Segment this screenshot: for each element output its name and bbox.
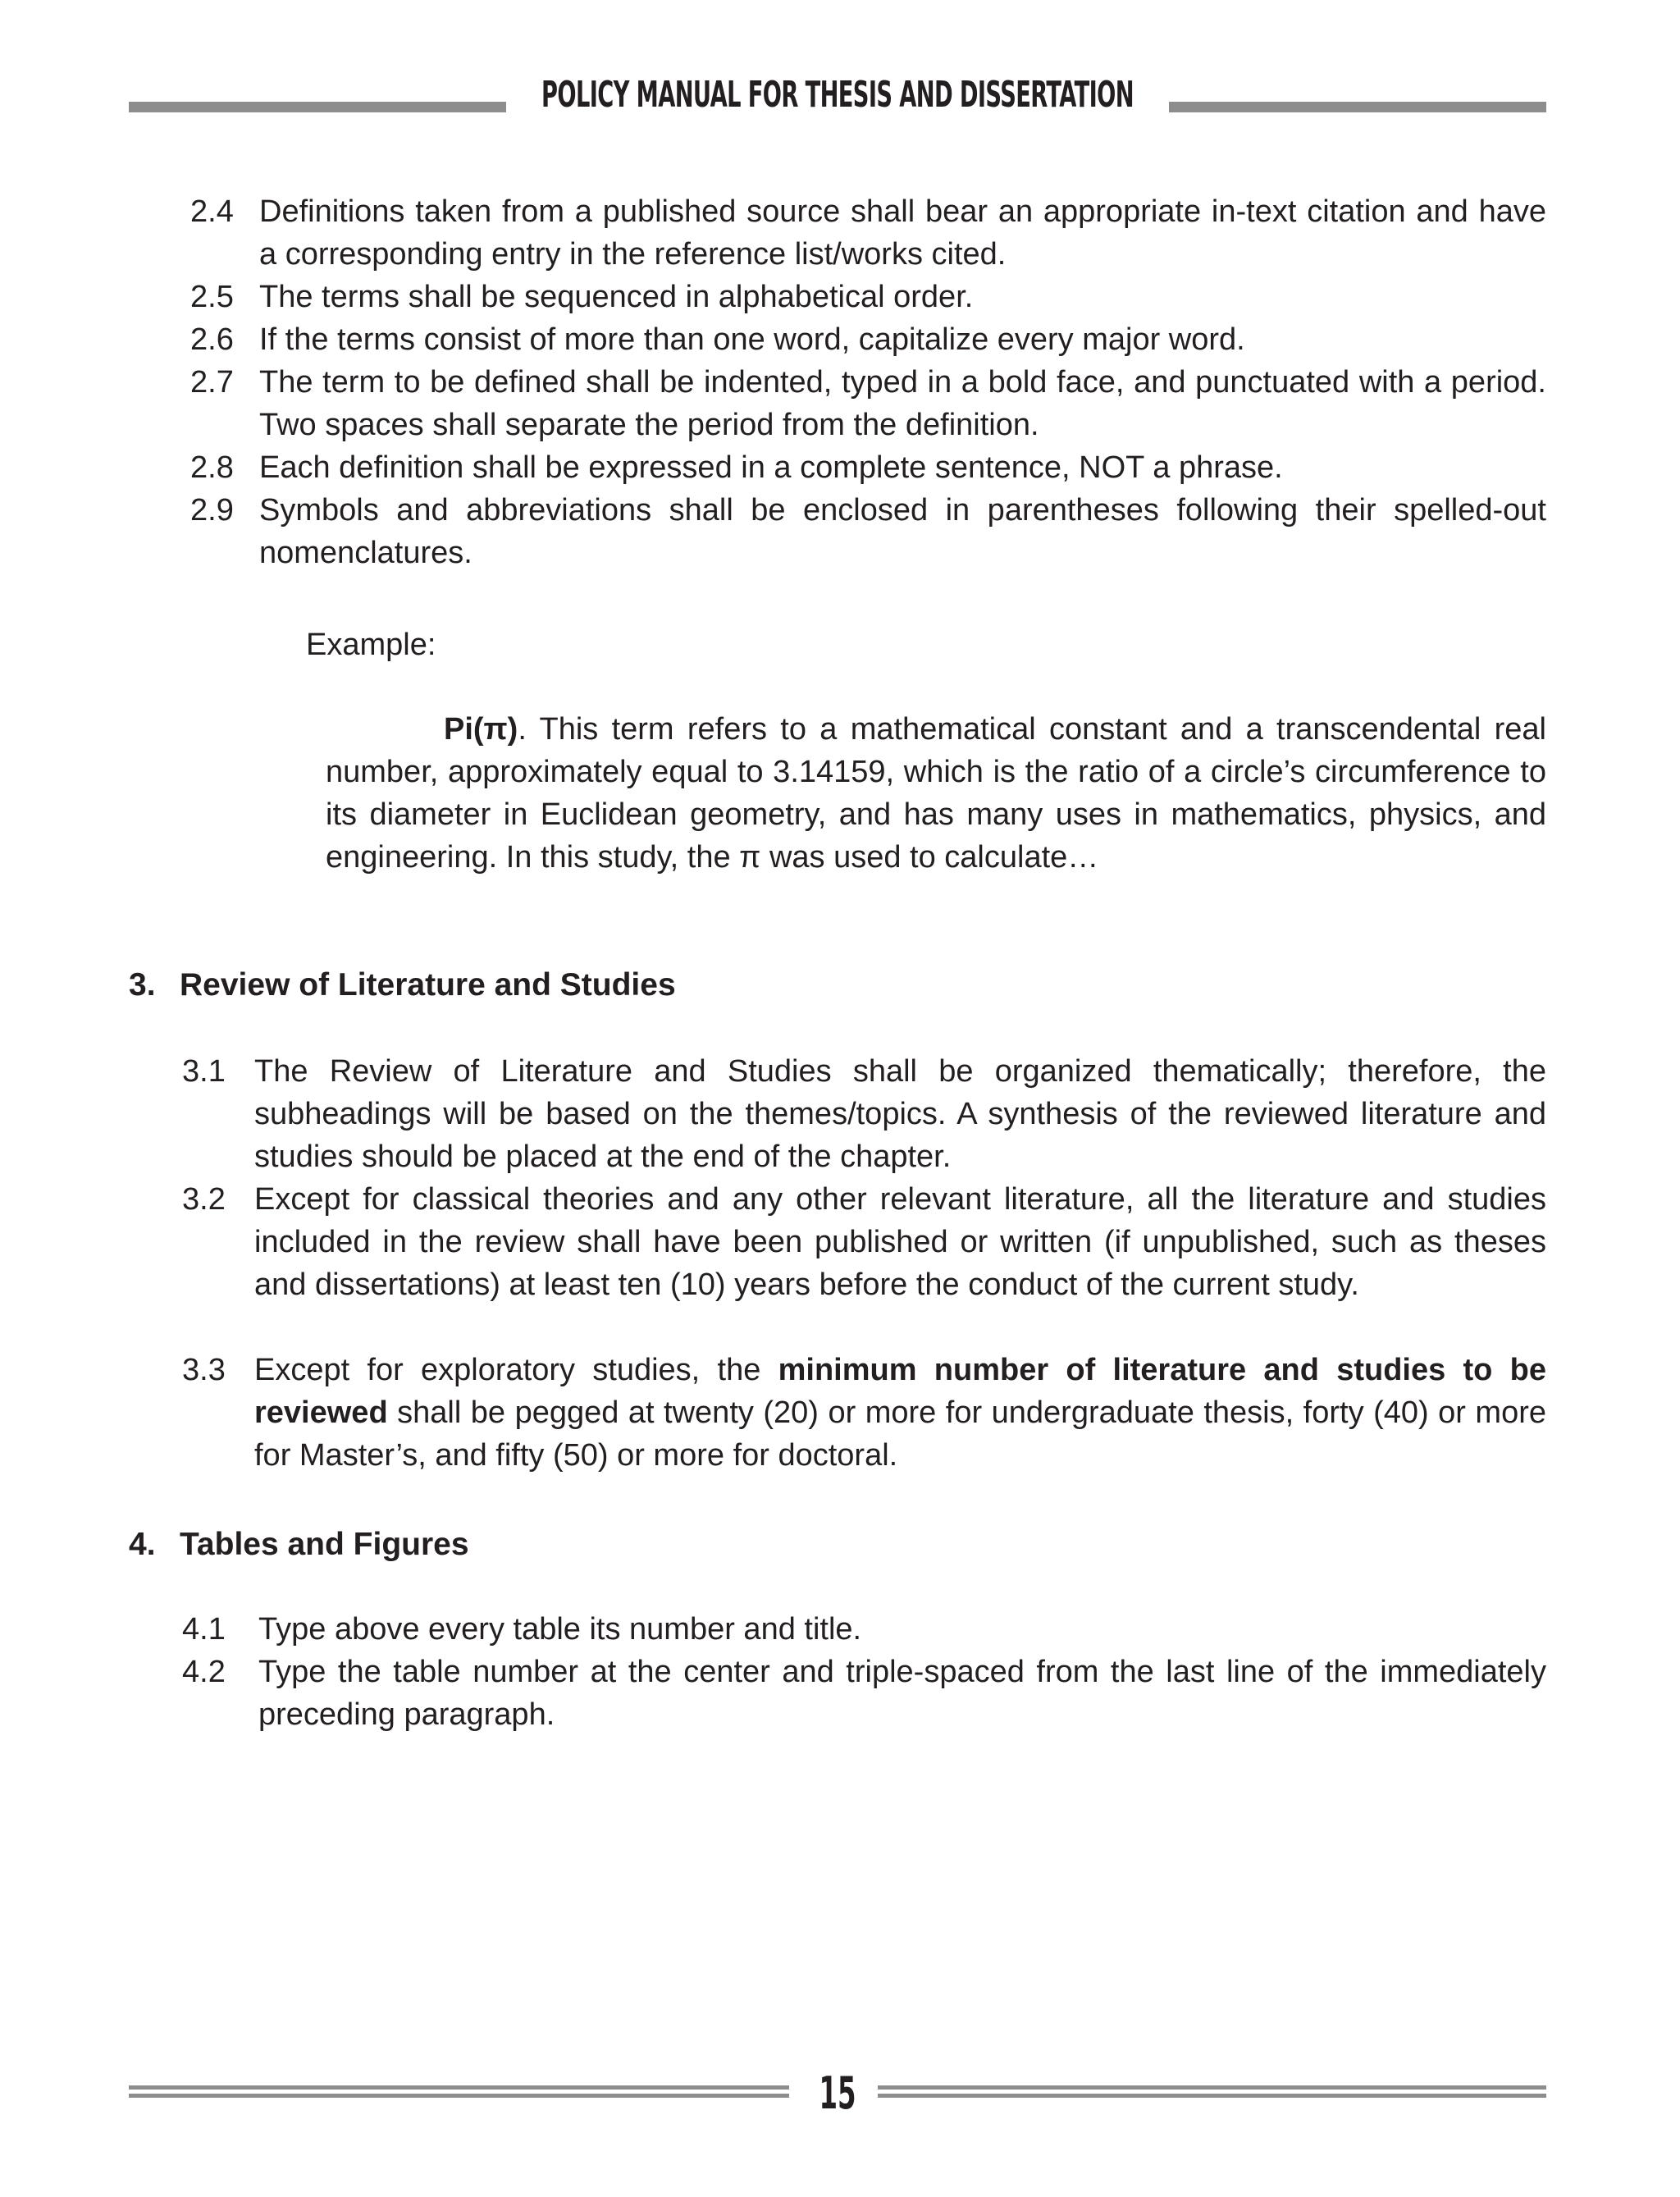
item-text-bold: minimum number of literature and studies to be reviewed xyxy=(254,1353,1546,1430)
footer-rule-right-top xyxy=(878,2085,1546,2090)
header-rule-right xyxy=(1169,102,1546,112)
item-number: 2.4 xyxy=(190,194,234,229)
item-text: The term to be defined shall be indented, typed in a bold face, and punctuated with a period. Two spaces shall separate the period from the definition. xyxy=(259,365,1546,442)
section-heading-4 xyxy=(129,1523,469,1566)
item-number: 3.2 xyxy=(182,1182,226,1217)
list-item-2-5 xyxy=(190,276,1546,318)
list-item-2-4 xyxy=(190,190,1546,276)
section-title: Review of Literature and Studies xyxy=(180,967,676,1003)
item-text: Definitions taken from a published source shall bear an appropriate in-text citation and have a corresponding entry in the reference list/works cited. xyxy=(259,194,1546,272)
list-item-3-2 xyxy=(182,1178,1546,1306)
item-number: 2.8 xyxy=(190,450,234,485)
list-item-2-9 xyxy=(190,489,1546,574)
header-title: POLICY MANUAL FOR THESIS AND DISSERTATION xyxy=(541,74,1134,116)
example-term: Pi(π) xyxy=(444,712,518,747)
list-item-2-6 xyxy=(190,318,1546,361)
example-text: . This term refers to a mathematical constant and a transcendental real number, approximately equal to 3.14159, which is the ratio of a circle’s circumference to its diameter in Euclidean geometry, and has many uses in mathematics, physics, and engineering. In this study, the π was used to calculate… xyxy=(326,712,1546,875)
list-item-2-8 xyxy=(190,446,1546,489)
item-number: 2.7 xyxy=(190,365,234,400)
item-number: 2.6 xyxy=(190,322,234,357)
list-item-3-3 xyxy=(182,1349,1546,1477)
item-number: 2.5 xyxy=(190,280,234,314)
example-definition xyxy=(326,708,1546,879)
item-text: If the terms consist of more than one word, capitalize every major word. xyxy=(259,322,1245,357)
item-number: 3.1 xyxy=(182,1054,226,1089)
section-number: 3. xyxy=(129,967,156,1003)
example-label: Example: xyxy=(306,628,436,662)
item-text: Except for classical theories and any other relevant literature, all the literature and studies included in the review shall have been published or written (if unpublished, such as theses and dissertations) at least ten (10) years before the conduct of the current study. xyxy=(254,1182,1546,1302)
item-text: The Review of Literature and Studies shall be organized thematically; therefore, the subheadings will be based on the themes/topics. A synthesis of the reviewed literature and studies should be placed at the end of the chapter. xyxy=(254,1054,1546,1174)
item-number: 4.1 xyxy=(182,1612,226,1647)
item-text: Symbols and abbreviations shall be enclosed in parentheses following their spelled-out nomenclatures. xyxy=(259,493,1546,570)
list-item-4-2 xyxy=(182,1651,1546,1736)
item-number: 2.9 xyxy=(190,493,234,528)
list-item-3-1 xyxy=(182,1050,1546,1178)
section-number: 4. xyxy=(129,1527,156,1562)
page-number: 15 xyxy=(819,2067,856,2119)
list-item-2-7 xyxy=(190,361,1546,446)
page-header xyxy=(129,72,1546,121)
page-footer xyxy=(129,2067,1546,2117)
item-text-after: shall be pegged at twenty (20) or more for undergraduate thesis, forty (40) or more for Master’s, and fifty (50) or more for doctoral. xyxy=(254,1395,1546,1473)
item-text: Type above every table its number and title. xyxy=(258,1612,862,1647)
item-text: Type the table number at the center and triple-spaced from the last line of the immediately preceding paragraph. xyxy=(258,1655,1546,1732)
item-number: 4.2 xyxy=(182,1655,226,1689)
item-text-before: Except for exploratory studies, the xyxy=(254,1353,778,1387)
item-text: Each definition shall be expressed in a complete sentence, NOT a phrase. xyxy=(259,450,1283,485)
item-text xyxy=(254,1349,1546,1477)
item-number: 3.3 xyxy=(182,1353,226,1387)
list-item-4-1 xyxy=(182,1608,1546,1651)
item-text: The terms shall be sequenced in alphabetical order. xyxy=(259,280,974,314)
section-title: Tables and Figures xyxy=(180,1527,469,1562)
section-heading-3 xyxy=(129,964,676,1007)
footer-rule-right-bottom xyxy=(878,2094,1546,2098)
